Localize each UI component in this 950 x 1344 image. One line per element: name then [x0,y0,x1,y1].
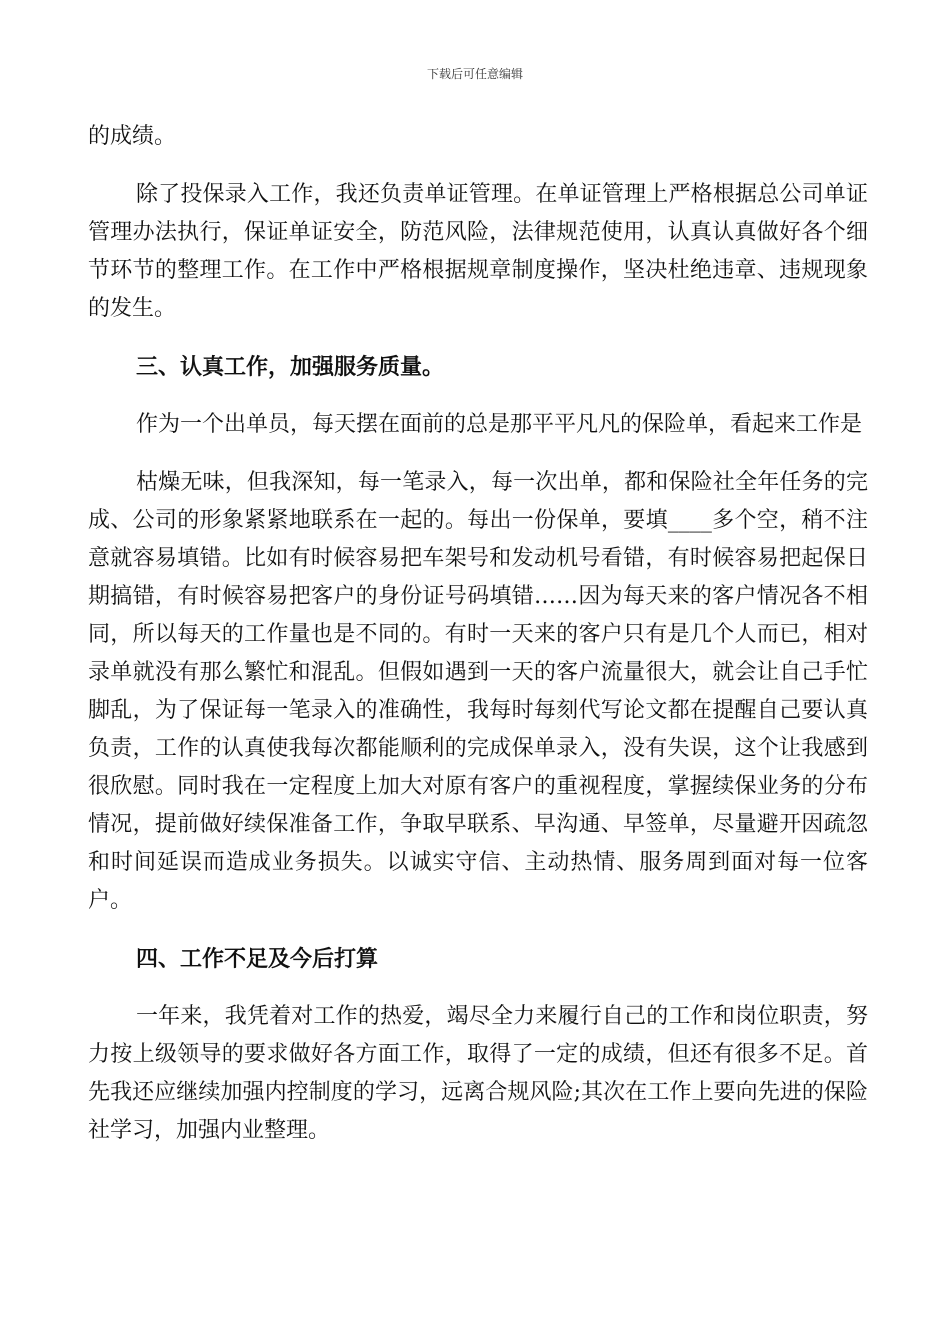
paragraph-work-details: 枯燥无味，但我深知，每一笔录入，每一次出单，都和保险社全年任务的完成、公司的形象紧紧地联系在一起的。每出一份保单，要填____多个空，稍不注意就容易填错。比如有时候容易把车架号和发动机号看错，有时候容易把起保日期搞错，有时候容易把客户的身份证号码填错……因为每天来的客户情况各不相同，所以每天的工作量也是不同的。有时一天来的客户只有是几个人而已，相对录单就没有那么繁忙和混乱。但假如遇到一天的客户流量很大，就会让自己手忙脚乱，为了保证每一笔录入的准确性，我每时每刻代写论文都在提醒自己要认真负责，工作的认真使我每次都能顺利的完成保单录入，没有失误，这个让我感到很欣慰。同时我在一定程度上加大对原有客户的重视程度，掌握续保业务的分布情况，提前做好续保准备工作，争取早联系、早沟通、早签单，尽量避开因疏忽和时间延误而造成业务损失。以诚实守信、主动热情、服务周到面对每一位客户。 [88,470,868,913]
paragraph-continuation: 的成绩。 [88,124,177,149]
paragraph-clerk-intro: 作为一个出单员，每天摆在面前的总是那平平凡凡的保险单，看起来工作是 [136,412,863,437]
paragraph-document-management: 除了投保录入工作，我还负责单证管理。在单证管理上严格根据总公司单证管理办法执行，保证单证安全，防范风险，法律规范使用，认真认真做好各个细节环节的整理工作。在工作中严格根据规章制度操作，坚决杜绝违章、违规现象的发生。 [88,182,868,321]
section-heading-3: 三、认真工作，加强服务质量。 [136,354,445,380]
document-body [88,118,868,1150]
paragraph-shortcomings: 一年来，我凭着对工作的热爱，竭尽全力来履行自己的工作和岗位职责，努力按上级领导的要求做好各方面工作，取得了一定的成绩，但还有很多不足。首先我还应继续加强内控制度的学习，远离合规风险;其次在工作上要向先进的保险社学习，加强内业整理。 [88,1004,868,1143]
page-header: 下载后可任意编辑 [426,67,523,81]
section-heading-4: 四、工作不足及今后打算 [136,946,379,972]
